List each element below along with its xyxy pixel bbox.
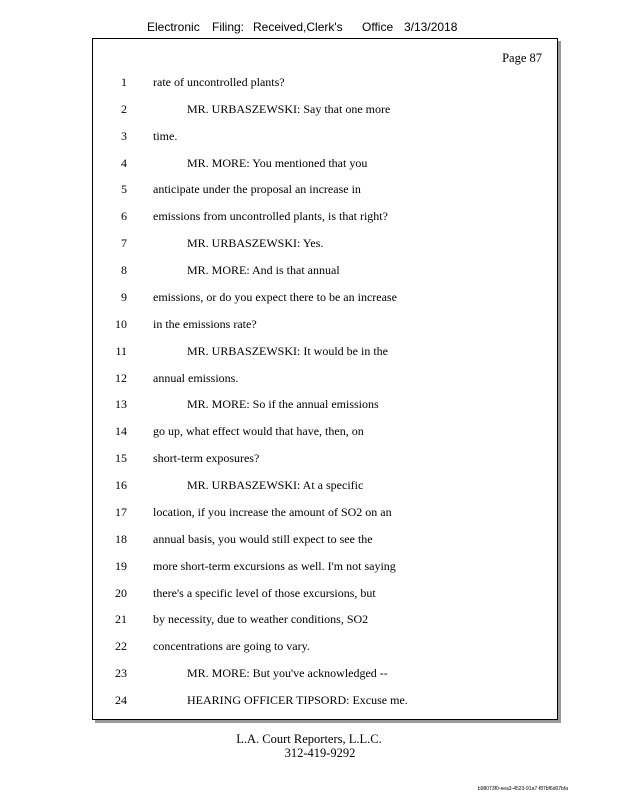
transcript-page xyxy=(92,38,558,720)
line-number: 16 xyxy=(115,478,127,493)
line-text: emissions from uncontrolled plants, is that right? xyxy=(153,209,388,224)
header-date: 3/13/2018 xyxy=(404,20,458,34)
line-number: 7 xyxy=(121,236,127,251)
line-number: 21 xyxy=(115,612,127,627)
line-number: 9 xyxy=(121,289,127,304)
line-number: 24 xyxy=(115,693,127,707)
line-number: 10 xyxy=(115,316,127,331)
line-number: 6 xyxy=(121,209,127,224)
court-reporter-phone: 312-419-9292 xyxy=(284,746,356,760)
header-word-received: Received,Clerk's xyxy=(253,20,343,34)
line-text: rate of uncontrolled plants? xyxy=(153,75,285,89)
line-number: 2 xyxy=(121,101,127,116)
line-number: 13 xyxy=(115,397,127,412)
document-hash: b98073f0-eea3-4523-91a7-f87bf6d07bfa xyxy=(477,786,568,792)
line-text: MR. MORE: You mentioned that you xyxy=(187,155,368,170)
line-text: time. xyxy=(153,128,178,143)
line-text: MR. URBASZEWSKI: Yes. xyxy=(187,236,324,251)
line-text: short-term exposures? xyxy=(153,451,260,466)
header-word-filing: Filing: xyxy=(212,20,245,34)
line-text: MR. MORE: And is that annual xyxy=(187,263,340,278)
line-number: 19 xyxy=(115,558,127,573)
line-text: MR. URBASZEWSKI: At a specific xyxy=(187,478,364,493)
line-text: more short-term excursions as well. I'm not saying xyxy=(153,558,396,573)
line-text: location, if you increase the amount of SO2 on an xyxy=(153,504,392,519)
line-text: by necessity, due to weather conditions, SO2 xyxy=(153,612,369,627)
line-text: HEARING OFFICER TIPSORD: Excuse me. xyxy=(187,693,408,707)
line-text: emissions, or do you expect there to be an increase xyxy=(153,289,397,304)
line-text: anticipate under the proposal an increase in xyxy=(153,182,361,197)
line-text: MR. URBASZEWSKI: It would be in the xyxy=(187,343,388,358)
line-number: 11 xyxy=(115,343,127,358)
line-text: annual emissions. xyxy=(153,370,239,385)
court-reporter-name: L.A. Court Reporters, L.L.C. xyxy=(236,732,382,746)
line-text: MR. MORE: So if the annual emissions xyxy=(187,397,379,412)
line-text: MR. MORE: But you've acknowledged -- xyxy=(187,666,388,681)
line-text: there's a specific level of those excursions, but xyxy=(153,585,376,600)
line-number: 3 xyxy=(121,128,127,143)
line-number: 14 xyxy=(115,424,127,439)
line-number: 4 xyxy=(121,155,127,170)
line-text: concentrations are going to vary. xyxy=(153,639,310,654)
line-number: 1 xyxy=(121,75,127,89)
line-text: go up, what effect would that have, then, on xyxy=(153,424,364,439)
line-number: 8 xyxy=(121,263,127,278)
line-number: 5 xyxy=(121,182,127,197)
header-word-electronic: Electronic xyxy=(147,20,200,34)
line-text: MR. URBASZEWSKI: Say that one more xyxy=(187,101,391,116)
line-number: 17 xyxy=(115,504,127,519)
line-number: 22 xyxy=(115,639,127,654)
line-number: 18 xyxy=(115,531,127,546)
line-number: 15 xyxy=(115,451,127,466)
line-text: in the emissions rate? xyxy=(153,316,257,331)
header-word-office: Office xyxy=(362,20,394,34)
page-number: Page 87 xyxy=(502,51,542,65)
line-number: 23 xyxy=(115,666,127,681)
line-text: annual basis, you would still expect to see the xyxy=(153,531,373,546)
line-number: 12 xyxy=(115,370,127,385)
line-number: 20 xyxy=(115,585,127,600)
reporter-footer xyxy=(0,732,618,760)
